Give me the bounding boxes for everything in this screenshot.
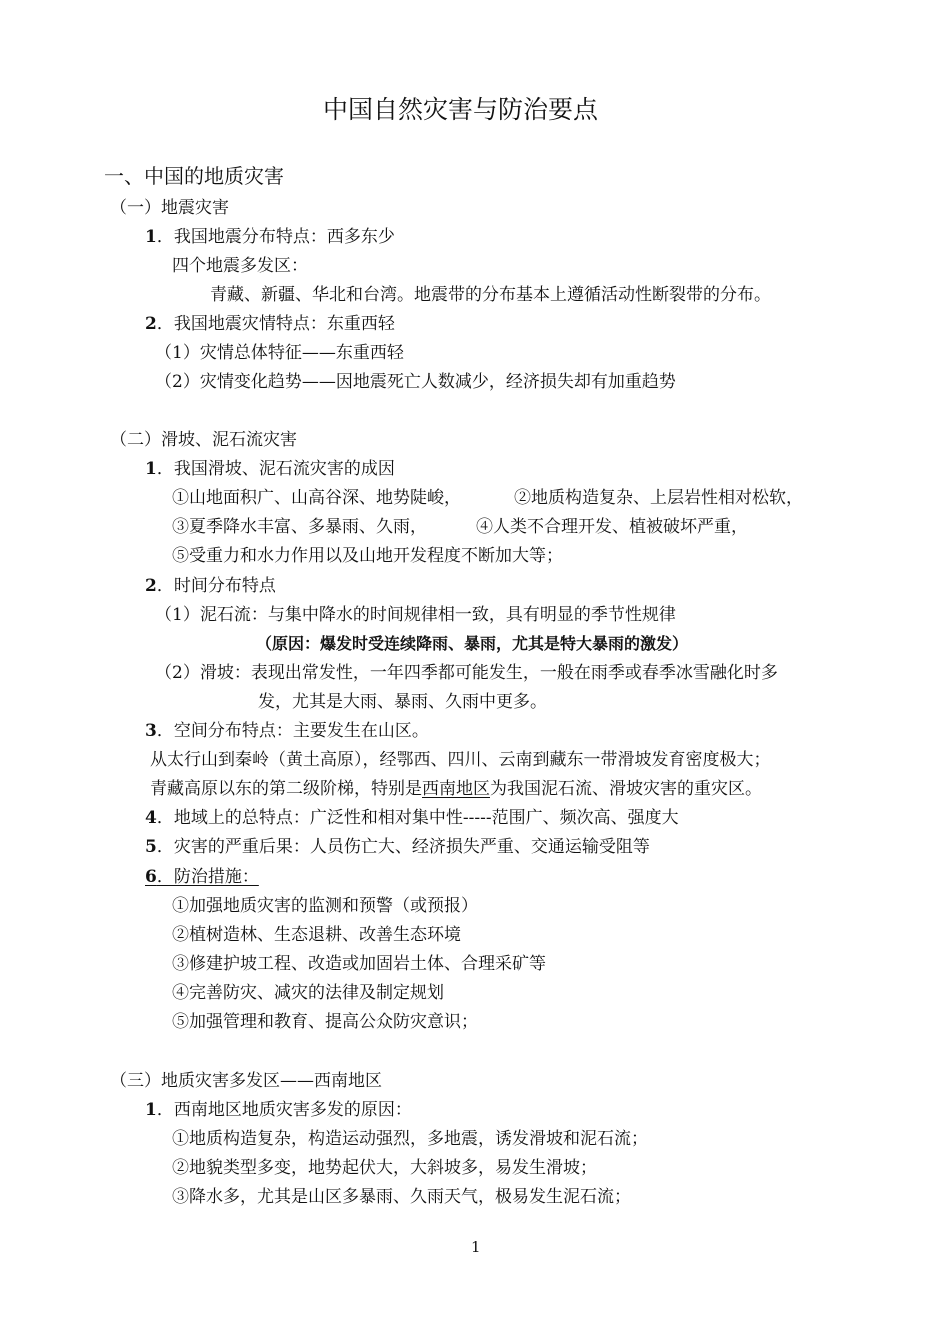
text-span: 青藏高原以东的第二级阶梯，特别是 (150, 779, 422, 799)
text-line (150, 778, 762, 800)
item-number: 2 (145, 576, 157, 596)
text-span: 为我国泥石流、滑坡灾害的重灾区。 (490, 779, 762, 799)
text-line: ①加强地质灾害的监测和预警（或预报） (172, 896, 478, 916)
text-line: （2）滑坡：表现出常发性，一年四季都可能发生，一般在雨季或春季冰雪融化时多 (155, 663, 778, 683)
text-line: ②植树造林、生态退耕、改善生态环境 (172, 925, 461, 945)
item-number: 1 (145, 227, 157, 247)
text-line: 四个地震多发区： (172, 256, 308, 276)
subsection-heading-southwest: （三）地质灾害多发区——西南地区 (110, 1071, 382, 1091)
list-item (145, 836, 650, 858)
underlined-text: 西南地区 (422, 779, 490, 799)
list-item (145, 226, 395, 248)
item-text: ．西南地区地质灾害多发的原因： (156, 1100, 412, 1120)
text-line: 青藏、新疆、华北和台湾。地震带的分布基本上遵循活动性断裂带的分布。 (210, 285, 771, 305)
text-line-bold: （原因：爆发时受连续降雨、暴雨，尤其是特大暴雨的激发） (256, 634, 689, 653)
item-text: ．灾害的严重后果：人员伤亡大、经济损失严重、交通运输受阻等 (156, 837, 650, 857)
text-line: （2）灾情变化趋势——因地震死亡人数减少，经济损失却有加重趋势 (155, 372, 676, 392)
page-number: 1 (471, 1238, 481, 1256)
text-line: （1）泥石流：与集中降水的时间规律相一致，具有明显的季节性规律 (155, 605, 676, 625)
text-line: 从太行山到秦岭（黄土高原），经鄂西、四川、云南到藏东一带滑坡发育密度极大； (150, 750, 771, 770)
section-heading-geological-disasters: 一、中国的地质灾害 (104, 164, 284, 188)
text-line: ③修建护坡工程、改造或加固岩土体、合理采矿等 (172, 954, 546, 974)
text-line: ④人类不合理开发、植被破坏严重， (476, 517, 748, 537)
item-text: ．我国地震灾情特点：东重西轻 (156, 314, 395, 334)
list-item (145, 807, 679, 829)
item-number: 4 (145, 808, 157, 828)
item-number: 5 (145, 837, 157, 857)
text-line: ②地质构造复杂、上层岩性相对松软， (514, 488, 803, 508)
text-line: ③降水多，尤其是山区多暴雨、久雨天气，极易发生泥石流； (172, 1187, 631, 1207)
text-line: ①地质构造复杂，构造运动强烈，多地震，诱发滑坡和泥石流； (172, 1129, 648, 1149)
text-line: 发，尤其是大雨、暴雨、久雨中更多。 (258, 692, 547, 712)
text-line: （1）灾情总体特征——东重西轻 (155, 343, 404, 363)
text-line: ①山地面积广、山高谷深、地势陡峻， (172, 488, 461, 508)
text-line: ⑤加强管理和教育、提高公众防灾意识； (172, 1012, 478, 1032)
item-number: 6 (145, 867, 157, 887)
item-number: 1 (145, 1100, 157, 1120)
item-text: ．我国滑坡、泥石流灾害的成因 (156, 459, 395, 479)
item-text: ．时间分布特点 (156, 576, 276, 596)
subsection-heading-landslide-debris-flow: （二）滑坡、泥石流灾害 (110, 430, 297, 450)
subsection-heading-earthquake: （一）地震灾害 (110, 198, 229, 218)
text-line: ⑤受重力和水力作用以及山地开发程度不断加大等； (172, 546, 563, 566)
item-text: ．我国地震分布特点：西多东少 (156, 227, 395, 247)
list-item (145, 866, 259, 888)
page-title: 中国自然灾害与防治要点 (323, 95, 599, 124)
text-line: ③夏季降水丰富、多暴雨、久雨， (172, 517, 427, 537)
list-item (145, 1099, 412, 1121)
item-number: 3 (145, 721, 157, 741)
text-line: ④完善防灾、减灾的法律及制定规划 (172, 983, 444, 1003)
list-item (145, 458, 395, 480)
list-item (145, 720, 429, 742)
text-line: ②地貌类型多变，地势起伏大，大斜坡多，易发生滑坡； (172, 1158, 597, 1178)
item-text: ．空间分布特点：主要发生在山区。 (156, 721, 429, 741)
item-text: ．地域上的总特点：广泛性和相对集中性-----范围广、频次高、强度大 (156, 808, 679, 828)
list-item (145, 575, 276, 597)
item-number: 2 (145, 314, 157, 334)
list-item (145, 313, 395, 335)
item-text: ．防治措施： (156, 867, 259, 887)
item-number: 1 (145, 459, 157, 479)
